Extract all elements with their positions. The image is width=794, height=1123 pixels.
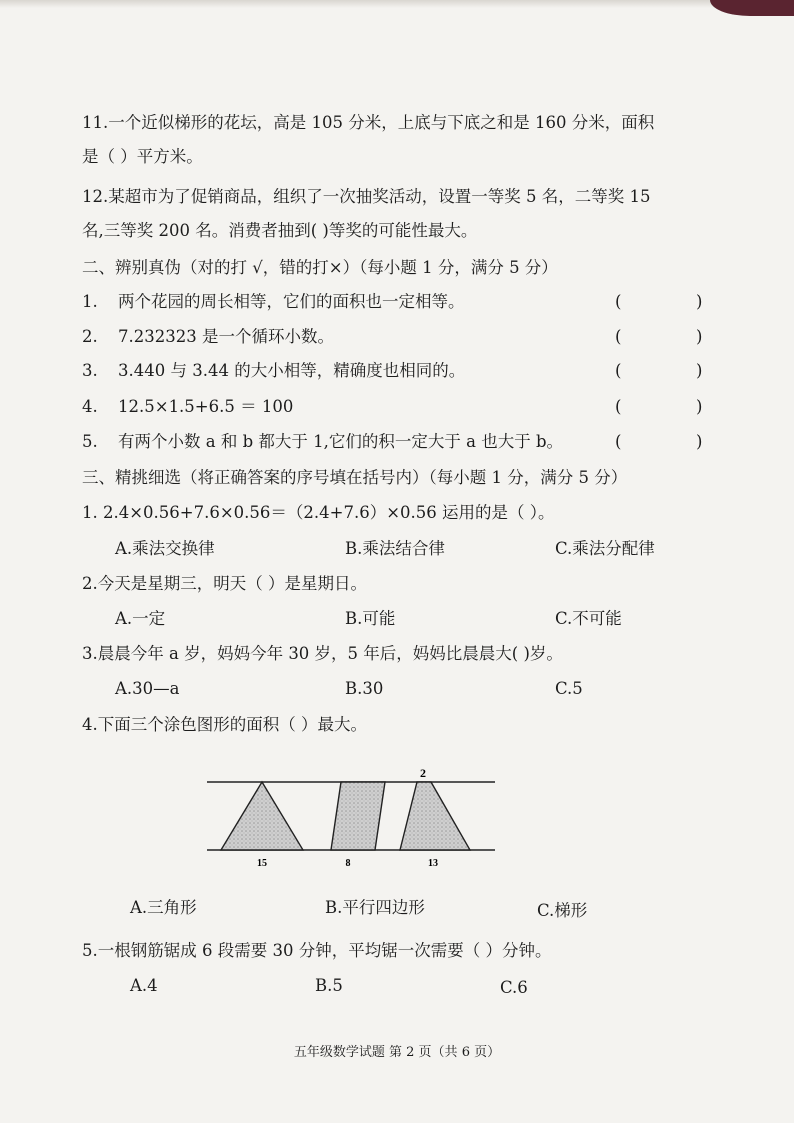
shaded-parallelogram — [331, 782, 385, 850]
answer-paren-close: ) — [696, 327, 703, 346]
label-parallelogram-base: 8 — [345, 858, 351, 869]
s3-q1-stem: 1. 2.4×0.56+7.6×0.56＝（2.4+7.6）×0.56 运用的是（ ）。 — [82, 503, 555, 522]
option-c[interactable]: C.乘法分配律 — [555, 539, 655, 558]
answer-paren-open[interactable]: ( — [615, 292, 622, 311]
item-number: 2. — [82, 327, 98, 346]
option-b[interactable]: B.30 — [345, 679, 384, 698]
option-a[interactable]: A.4 — [130, 976, 158, 995]
item-text: 3.440 与 3.44 的大小相等，精确度也相同的。 — [118, 361, 466, 380]
item-text: 有两个小数 a 和 b 都大于 1,它们的积一定大于 a 也大于 b。 — [118, 432, 564, 451]
answer-paren-open[interactable]: ( — [615, 327, 622, 346]
q12-line2: 名,三等奖 200 名。消费者抽到( )等奖的可能性最大。 — [82, 221, 478, 240]
option-c[interactable]: C.6 — [500, 978, 528, 997]
option-c[interactable]: C.5 — [555, 679, 583, 698]
item-number: 3. — [82, 361, 98, 380]
answer-paren-open[interactable]: ( — [615, 361, 622, 380]
label-top: 2 — [420, 766, 426, 780]
shaded-triangle — [221, 782, 303, 850]
answer-paren-close: ) — [696, 432, 703, 451]
section3-heading: 三、精挑细选（将正确答案的序号填在括号内）（每小题 1 分，满分 5 分） — [82, 468, 628, 487]
option-b[interactable]: B.5 — [315, 976, 343, 995]
item-text: 12.5×1.5+6.5 ＝ 100 — [118, 397, 294, 416]
scan-top-edge — [0, 0, 794, 8]
option-b[interactable]: B.乘法结合律 — [345, 539, 445, 558]
label-triangle-base: 15 — [257, 858, 267, 869]
q12-line1: 12.某超市为了促销商品，组织了一次抽奖活动，设置一等奖 5 名，二等奖 15 — [82, 187, 651, 206]
option-a[interactable]: A.乘法交换律 — [115, 539, 215, 558]
item-text: 两个花园的周长相等，它们的面积也一定相等。 — [118, 292, 465, 311]
option-a[interactable]: A.30—a — [115, 679, 180, 698]
option-b[interactable]: B.可能 — [345, 609, 396, 628]
item-text: 7.232323 是一个循环小数。 — [118, 327, 334, 346]
option-a[interactable]: A.三角形 — [130, 898, 197, 917]
item-number: 1. — [82, 292, 98, 311]
scan-corner-mark — [710, 0, 794, 16]
option-c[interactable]: C.不可能 — [555, 609, 622, 628]
s3-q2-stem: 2.今天是星期三，明天（ ）是星期日。 — [82, 574, 367, 593]
s3-q3-stem: 3.晨晨今年 a 岁，妈妈今年 30 岁，5 年后，妈妈比晨晨大( )岁。 — [82, 644, 563, 663]
s3-q5-stem: 5.一根钢筋锯成 6 段需要 30 分钟，平均锯一次需要（ ）分钟。 — [82, 941, 552, 960]
answer-paren-open[interactable]: ( — [615, 432, 622, 451]
option-c[interactable]: C.梯形 — [537, 901, 588, 920]
s3-q4-stem: 4.下面三个涂色图形的面积（ ）最大。 — [82, 715, 367, 734]
shapes-figure — [205, 762, 495, 870]
item-number: 5. — [82, 432, 98, 451]
section2-heading: 二、辨别真伪（对的打 √，错的打×）（每小题 1 分，满分 5 分） — [82, 258, 558, 277]
item-number: 4. — [82, 397, 98, 416]
q11-line1: 11.一个近似梯形的花坛，高是 105 分米，上底与下底之和是 160 分米，面积 — [82, 113, 655, 132]
label-trapezoid-base: 13 — [428, 858, 438, 869]
q11-line2: 是（ ）平方米。 — [82, 147, 203, 166]
option-b[interactable]: B.平行四边形 — [325, 898, 425, 917]
shaded-trapezoid — [400, 782, 470, 850]
answer-paren-close: ) — [696, 397, 703, 416]
option-a[interactable]: A.一定 — [115, 609, 166, 628]
page-footer: 五年级数学试题 第 2 页（共 6 页） — [293, 1045, 501, 1060]
answer-paren-close: ) — [696, 292, 703, 311]
answer-paren-close: ) — [696, 361, 703, 380]
answer-paren-open[interactable]: ( — [615, 397, 622, 416]
